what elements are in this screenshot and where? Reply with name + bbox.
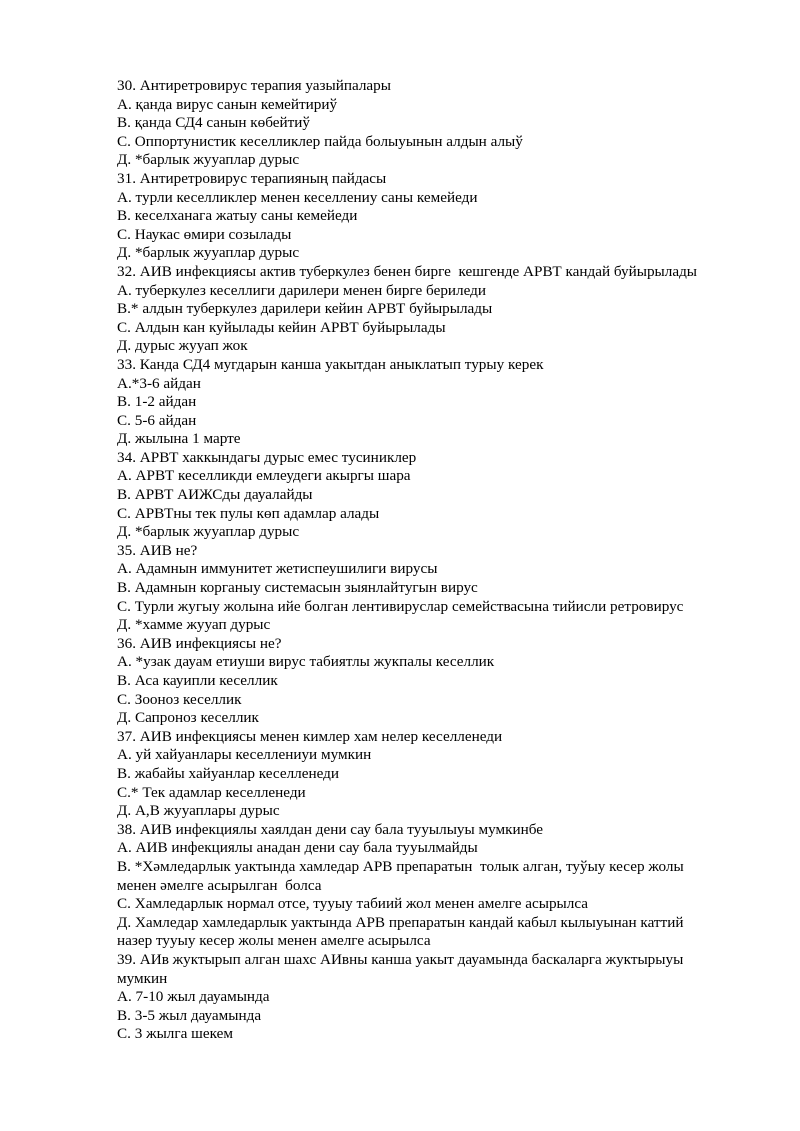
document-page [117, 77, 777, 1044]
question-34-option-c: С. АРВТны тек пулы көп адамлар алады [117, 504, 380, 522]
question-36-option-b: В. Аса кауипли кеселлик [117, 672, 278, 689]
question-32-option-b: В.* алдын туберкулез дарилери кейин АРВТ буйырылады [117, 300, 493, 318]
question-37-option-b: В. жабайы хайуанлар кеселленеди [117, 764, 339, 782]
question-35-title: 35. АИВ не? [117, 541, 198, 559]
question-35-option-c: С. Турли жугыу жолына ийе болган лентивируслар семействасына тийисли ретровирус [117, 597, 684, 615]
question-39-option-a: А. 7-10 жыл дауамында [117, 988, 270, 1006]
question-38-option-c: С. Хамледарлык нормал отсе, тууыу табиий жол менен амелге асырылса [117, 895, 588, 913]
question-39-option-c: С. 3 жылга шекем [117, 1025, 233, 1043]
question-34-option-b: В. АРВТ АИЖСды дауалайды [117, 486, 313, 504]
question-38-option-d: Д. Хамледар хамледарлык уактында АРВ препаратын кандай кабыл кылыуынан каттий [117, 913, 684, 931]
question-37-option-d: Д. А,В жууаплары дурыс [117, 802, 280, 820]
question-37-option-a: А. уй хайуанлары кеселлениуи мумкин [117, 746, 372, 764]
question-32-title: 32. АИВ инфекциясы актив туберкулез бенен бирге кешгенде АРВТ кандай буйырылады [117, 262, 697, 280]
question-38-option-b-continued: менен әмелге асырылган болса [117, 876, 322, 894]
question-31-option-d: Д. *барлык жууаплар дурыс [117, 244, 300, 262]
question-36-option-d: Д. Сапроноз кеселлик [117, 709, 259, 727]
question-37-option-c: С.* Тек адамлар кеселленеди [117, 783, 306, 801]
question-30-title: 30. Антиретровирус терапия уазыйпалары [117, 77, 391, 94]
question-32-option-a: А. туберкулез кеселлиги дарилери менен бирге бериледи [117, 281, 487, 299]
question-36-title: 36. АИВ инфекциясы не? [117, 634, 282, 652]
question-39-option-b: В. 3-5 жыл дауамында [117, 1006, 262, 1024]
question-38-title: 38. АИВ инфекциялы хаялдан дени сау бала тууылыуы мумкинбе [117, 820, 544, 838]
question-33-option-a: А.*3-6 айдан [117, 374, 201, 392]
question-30-option-a: А. қанда вирус санын кемейтириў [117, 95, 338, 113]
question-35-option-b: В. Адамнын корганыу системасын зыянлайтугын вирус [117, 579, 478, 597]
question-38-option-a: А. АИВ инфекциялы анадан дени сау бала тууылмайды [117, 839, 478, 857]
question-32-option-d: Д. дурыс жууап жок [117, 337, 248, 355]
question-30-option-c: С. Оппортунистик кеселликлер пайда болыуынын алдын алыў [117, 132, 523, 150]
question-34-title: 34. АРВТ хаккындагы дурыс емес тусиниклер [117, 448, 417, 466]
question-39-title-continued: мумкин [117, 969, 168, 987]
question-33-option-d: Д. жылына 1 марте [117, 430, 241, 448]
question-30-option-b: В. қанда СД4 санын көбейтиў [117, 114, 311, 132]
question-36-option-a: А. *узак дауам етиуши вирус табиятлы жукпалы кеселлик [117, 653, 495, 671]
question-36-option-c: С. Зооноз кеселлик [117, 690, 242, 708]
question-35-option-d: Д. *хамме жууап дурыс [117, 616, 271, 634]
question-32-option-c: С. Алдын кан куйылады кейин АРВТ буйырылады [117, 318, 446, 336]
question-34-option-a: А. АРВТ кеселликди емлеудеги акыргы шара [117, 467, 411, 485]
question-38-option-b: В. *Хәмледарлык уактында хамледар АРВ препаратын толык алган, туўыу кесер жолы [117, 857, 684, 875]
question-38-option-d-continued: назер тууыу кесер жолы менен амелге асырылса [117, 932, 431, 950]
question-37-title: 37. АИВ инфекциясы менен кимлер хам нелер кеселленеди [117, 727, 503, 745]
question-33-title: 33. Канда СД4 мугдарын канша уакытдан аныклатып турыу керек [117, 355, 544, 373]
question-31-option-b: В. кеселханага жатыу саны кемейеди [117, 207, 358, 225]
question-35-option-a: А. Адамнын иммунитет жетиспеушилиги вирусы [117, 560, 438, 578]
question-33-option-c: С. 5-6 айдан [117, 411, 197, 429]
question-31-option-a: А. турли кеселликлер менен кеселлениу саны кемейеди [117, 188, 478, 206]
question-31-title: 31. Антиретровирус терапияның пайдасы [117, 169, 387, 187]
question-34-option-d: Д. *барлык жууаплар дурыс [117, 523, 300, 541]
question-33-option-b: В. 1-2 айдан [117, 393, 197, 411]
question-39-title: 39. АИв жуктырып алган шахс АИвны канша уакыт дауамында баскаларга жуктырыуы [117, 950, 684, 968]
question-30-option-d: Д. *барлык жууаплар дурыс [117, 151, 300, 169]
question-31-option-c: С. Наукас өмири созылады [117, 225, 292, 243]
